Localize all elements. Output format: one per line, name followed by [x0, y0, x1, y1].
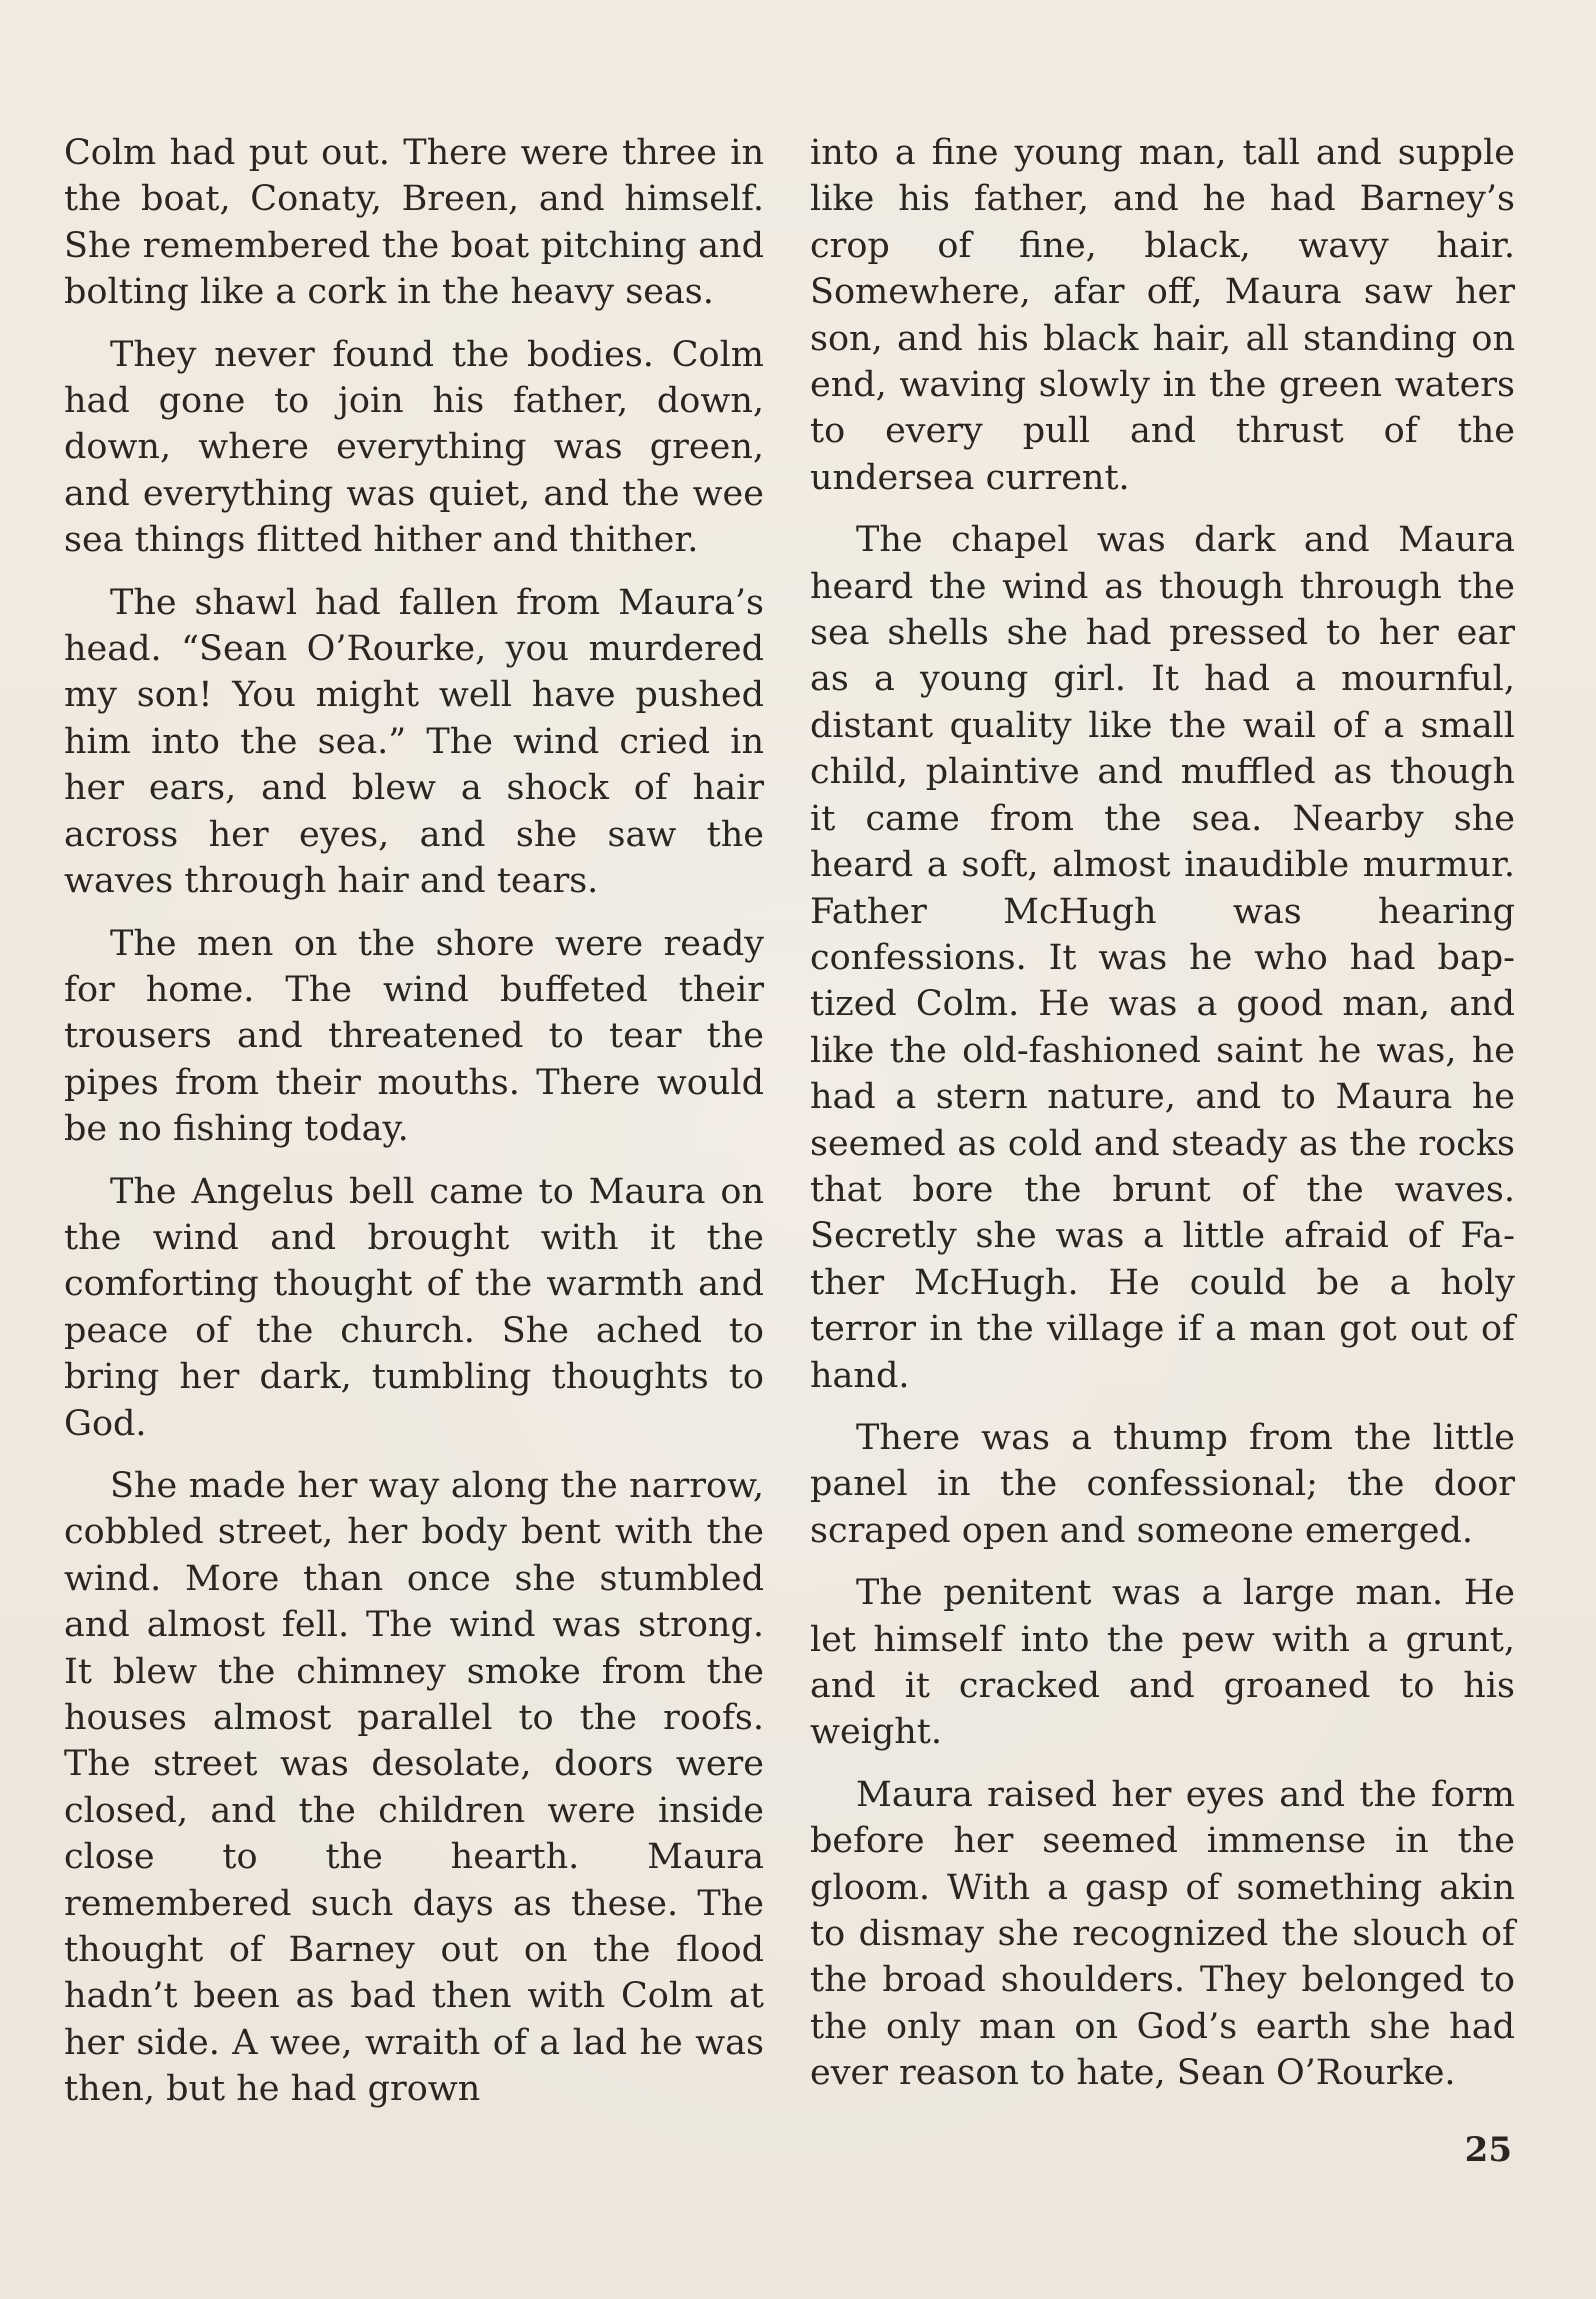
paragraph: The penitent was a large man. He let himself into the pew with a grunt, and it cracked and groaned to his weight. — [810, 1573, 1515, 1753]
paragraph: into a fine young man, tall and supple like his father, and he had Barney’s crop of fine, black, wavy hair. Somewhere, afar off, Maura saw her son, and his black hair, all standing on end, waving slowly in the green waters to every pull and thrust of the undersea current. — [810, 133, 1515, 498]
paragraph: They never found the bodies. Colm had gone to join his father, down, down, where everything was green, and everything was quiet, and the wee sea things flitted hither and thither. — [64, 334, 764, 561]
right-text-column — [810, 130, 1515, 2113]
page-number: 25 — [1464, 2130, 1512, 2170]
paragraph: The men on the shore were ready for home. The wind buffeted their trousers and threatened to tear the pipes from their mouths. There would be no fishing today. — [64, 923, 764, 1150]
paragraph: Maura raised her eyes and the form before her seemed immense in the gloom. With a gasp of something akin to dismay she recognized the slouch of the broad shoulders. They belonged to the only man on God’s earth she had ever reason to hate, Sean O’Rourke. — [810, 1774, 1515, 2094]
paragraph: The shawl had fallen from Maura’s head. “Sean O’Rourke, you murdered my son! You might well have pushed him into the sea.” The wind cried in her ears, and blew a shock of hair across her eyes, and she saw the waves through hair and tears. — [64, 582, 764, 902]
paragraph: The Angelus bell came to Maura on the wind and brought with it the comforting thought of the warmth and peace of the church. She ached to bring her dark, tumbling thoughts to God. — [64, 1171, 764, 1444]
paragraph: She made her way along the narrow, cobbled street, her body bent with the wind. More than once she stumbled and almost fell. The wind was strong. It blew the chimney smoke from the houses almost parallel to the roofs. The street was desolate, doors were closed, and the children were inside close to the hearth. Maura remembered such days as these. The thought of Barney out on the flood hadn’t been as bad then with Colm at her side. A wee, wraith of a lad he was then, but he had grown — [64, 1465, 764, 2110]
left-text-column — [64, 130, 764, 2129]
paragraph: The chapel was dark and Maura heard the wind as though through the sea shells she had pressed to her ear as a young girl. It had a mournful, distant quality like the wail of a small child, plaintive and muffled as though it came from the sea. Nearby she heard a soft, almost inaudible murmur. Father McHugh was hearing confessions. It was he who had baptized Colm. He was a good man, and like the old-fashioned saint he was, he had a stern nature, and to Maura he seemed as cold and steady as the rocks that bore the brunt of the waves. Secretly she was a little afraid of Father McHugh. He could be a holy terror in the village if a man got out of hand. — [810, 520, 1515, 1396]
paragraph: There was a thump from the little panel in the confessional; the door scraped open and someone emerged. — [810, 1417, 1515, 1551]
paragraph: Colm had put out. There were three in the boat, Conaty, Breen, and himself. She remembered the boat pitching and bolting like a cork in the heavy seas. — [64, 133, 764, 313]
